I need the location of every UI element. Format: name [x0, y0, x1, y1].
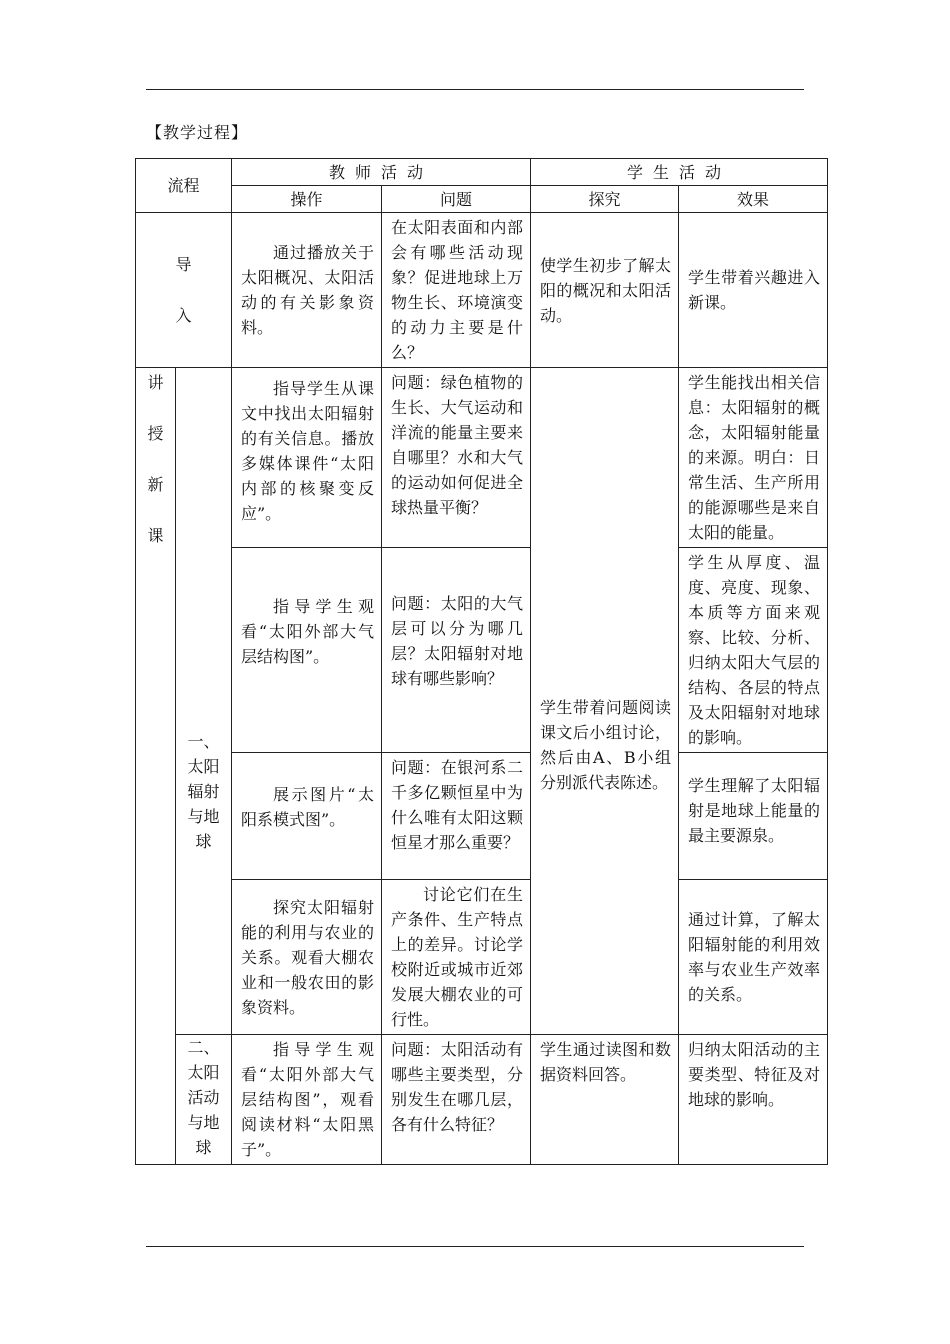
part2-effect: 归纳太阳活动的主要类型、特征及对地球的影响。 [688, 1040, 820, 1109]
header-flow: 流程 [136, 159, 232, 213]
row4-question: 讨论它们在生产条件、生产特点上的差异。讨论学校附近或城市近郊发展大棚农业的可行性。 [391, 885, 523, 1029]
part2-label-line: 活动 [187, 1088, 220, 1107]
part1-label-line: 球 [195, 831, 212, 851]
lecture-label [136, 368, 176, 1165]
part2-label-line: 二、 [187, 1038, 220, 1057]
intro-operation: 通过播放关于太阳概况、太阳活动的有关影象资料。 [241, 243, 374, 337]
lecture-label-char: 授 [147, 424, 164, 443]
row2-effect: 学生从厚度、温度、亮度、现象、本质等方面来观察、比较、分析、归纳太阳大气层的结构、各层的特点及太阳辐射对地球的影响。 [688, 553, 820, 747]
part2-question: 问题：太阳活动有哪些主要类型，分别发生在哪几层，各有什么特征？ [391, 1040, 523, 1134]
header-teacher-activity: 教师活动 [232, 159, 531, 186]
row2-question: 问题：太阳的大气层可以分为哪几层？太阳辐射对地球有哪些影响？ [391, 594, 523, 688]
part2-label [176, 1035, 232, 1165]
part2-operation: 指导学生观看“太阳外部大气层结构图”，观看阅读材料“太阳黑子”。 [241, 1040, 374, 1159]
part2-label-line: 与地 [187, 1113, 220, 1132]
part1-label-line: 辐射 [187, 781, 220, 801]
row1-question: 问题：绿色植物的生长、大气运动和洋流的能量主要来自哪里？水和大气的运动如何促进全球热量平衡？ [391, 373, 523, 517]
intro-label-char: 导 [175, 255, 192, 274]
teaching-process-table [135, 158, 828, 1165]
footer-rule [146, 1246, 804, 1247]
row2-operation: 指导学生观看“太阳外部大气层结构图”。 [241, 596, 374, 666]
row3-operation: 展示图片“太阳系模式图”。 [241, 785, 374, 829]
header-operation: 操作 [232, 186, 382, 213]
lecture-label-char: 课 [147, 526, 164, 545]
part1-label-line: 与地 [187, 806, 220, 826]
intro-label [136, 213, 232, 368]
header-effect: 效果 [679, 186, 828, 213]
lecture-label-char: 新 [147, 475, 164, 494]
part1-label-line: 一、 [187, 731, 220, 751]
header-student-activity: 学生活动 [531, 159, 828, 186]
row1-effect: 学生能找出相关信息：太阳辐射的概念，太阳辐射能量的来源。明白：日常生活、生产所用的能源哪些是来自太阳的能量。 [688, 373, 820, 542]
intro-question: 在太阳表面和内部会有哪些活动现象？促进地球上万物生长、环境演变的动力主要是什么？ [391, 218, 523, 362]
part2-explore: 学生通过读图和数据资料回答。 [540, 1040, 671, 1084]
part1-label-line: 太阳 [187, 756, 220, 776]
header-rule [146, 89, 804, 90]
row4-operation: 探究太阳辐射能的利用与农业的关系。观看大棚农业和一般农田的影象资料。 [241, 897, 374, 1017]
row4-effect: 通过计算，了解太阳辐射能的利用效率与农业生产效率的关系。 [688, 910, 820, 1004]
part1-label [176, 368, 232, 1035]
row3-question: 问题：在银河系二千多亿颗恒星中为什么唯有太阳这颗恒星才那么重要？ [391, 758, 523, 852]
intro-label-char: 入 [175, 306, 192, 325]
row1-operation: 指导学生从课文中找出太阳辐射的有关信息。播放多媒体课件“太阳内部的核聚变反应”。 [241, 379, 374, 523]
header-explore: 探究 [531, 186, 679, 213]
part2-label-line: 球 [195, 1138, 212, 1157]
header-question: 问题 [382, 186, 531, 213]
part2-label-line: 太阳 [187, 1063, 220, 1082]
intro-effect: 学生带着兴趣进入新课。 [688, 268, 820, 312]
section-title: 【教学过程】 [146, 123, 249, 142]
intro-explore: 使学生初步了解太阳的概况和太阳活动。 [540, 255, 671, 325]
row3-effect: 学生理解了太阳辐射是地球上能量的最主要源泉。 [688, 775, 820, 845]
lecture-label-char: 讲 [147, 373, 164, 392]
part1-explore: 学生带着问题阅读课文后小组讨论，然后由A、B小组分别派代表陈述。 [540, 698, 671, 792]
